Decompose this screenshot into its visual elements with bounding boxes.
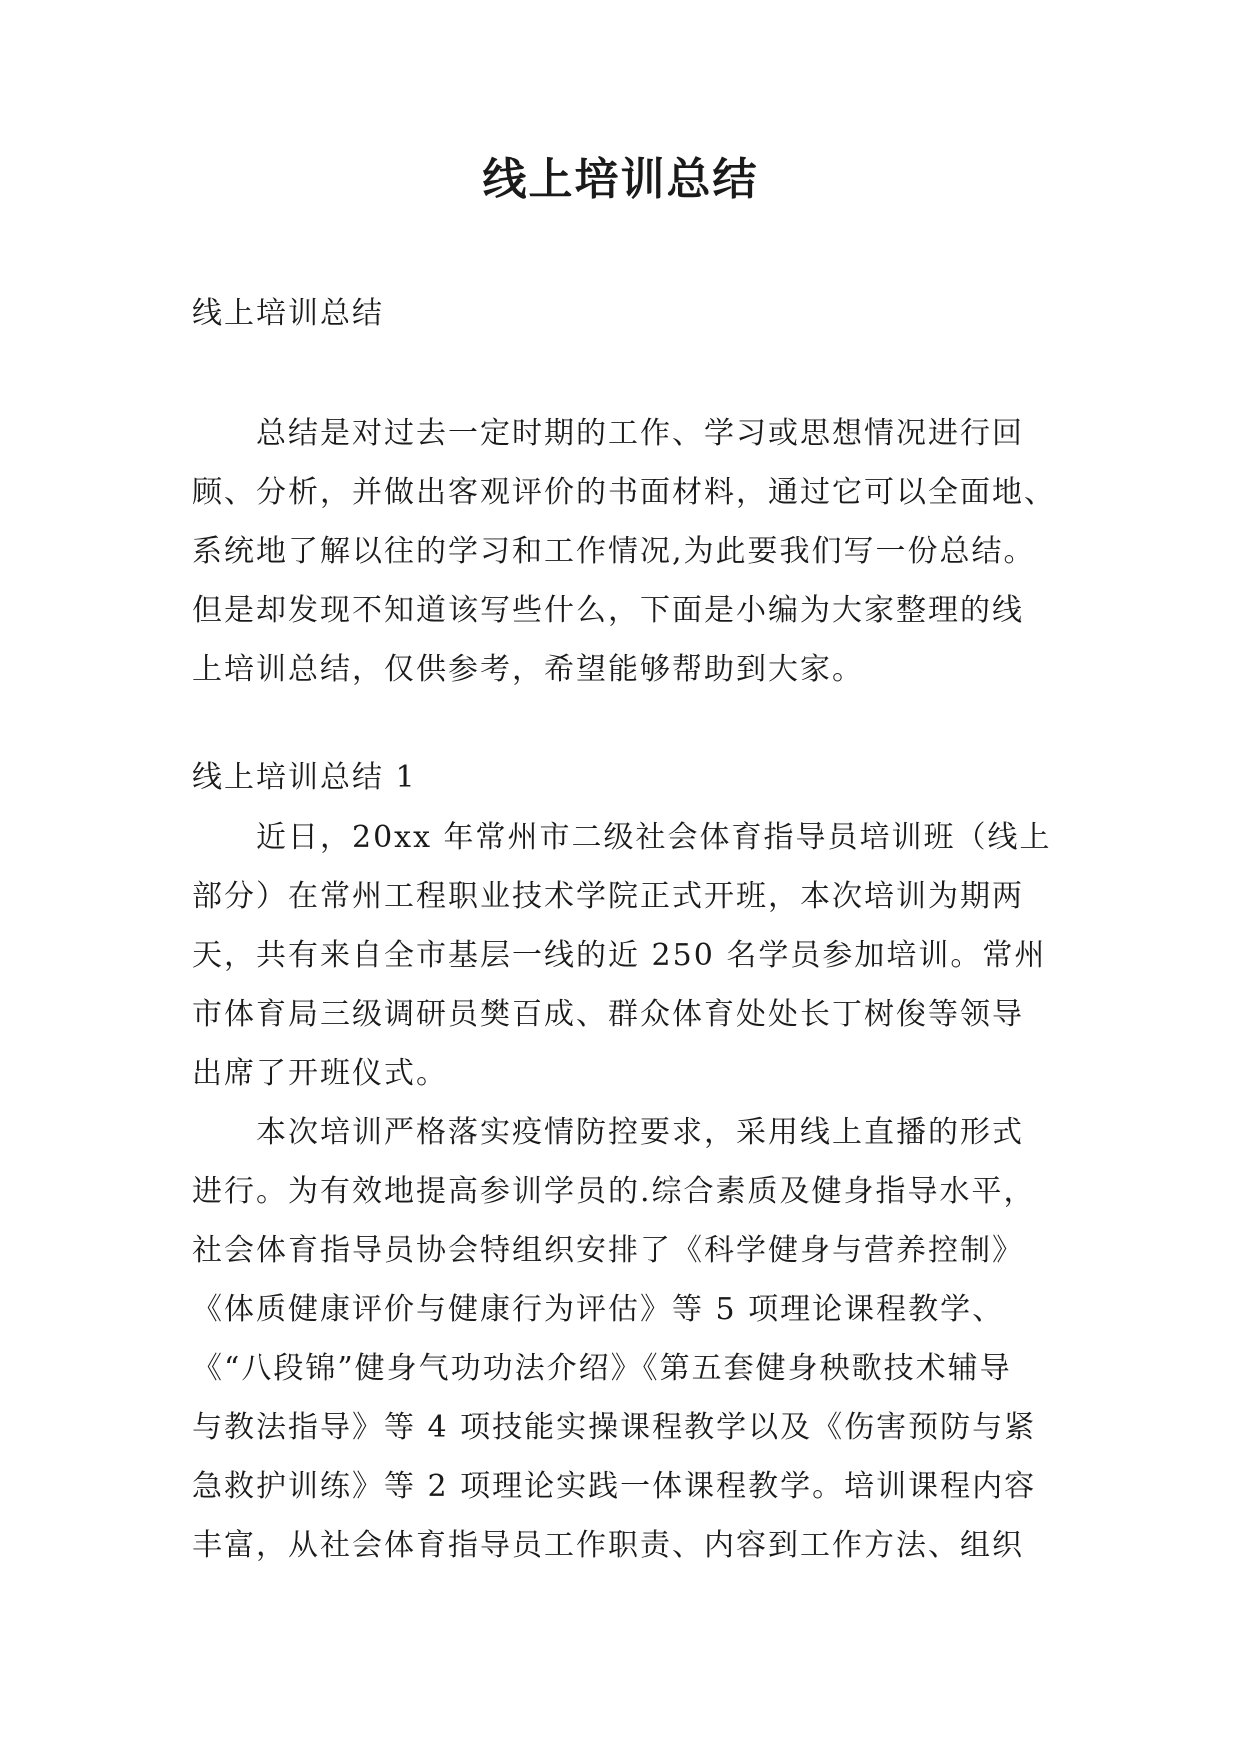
intro-paragraph	[192, 404, 1056, 699]
section-body	[192, 808, 1052, 1575]
paragraph-line: 进行。为有效地提高参训学员的.综合素质及健身指导水平，	[192, 1174, 1036, 1209]
paragraph-line: 出席了开班仪式。	[192, 1056, 448, 1091]
paragraph-line: 市体育局三级调研员樊百成、群众体育处处长丁树俊等领导	[192, 997, 1024, 1032]
paragraph-line: 天，共有来自全市基层一线的近 250 名学员参加培训。常州	[192, 938, 1047, 973]
paragraph-line: 上培训总结，仅供参考，希望能够帮助到大家。	[192, 652, 864, 687]
document-title: 线上培训总结	[482, 154, 759, 205]
paragraph-line: 《体质健康评价与健康行为评估》等 5 项理论课程教学、	[192, 1292, 1005, 1327]
document-subtitle: 线上培训总结	[192, 296, 384, 331]
paragraph-line: 本次培训严格落实疫情防控要求，采用线上直播的形式	[256, 1115, 1024, 1150]
paragraph-line: 近日，20xx 年常州市二级社会体育指导员培训班（线上	[256, 820, 1052, 855]
paragraph-line: 但是却发现不知道该写些什么，下面是小编为大家整理的线	[192, 593, 1024, 628]
paragraph-line: 总结是对过去一定时期的工作、学习或思想情况进行回	[256, 416, 1024, 451]
paragraph-line: 系统地了解以往的学习和工作情况,为此要我们写一份总结。	[192, 534, 1036, 569]
paragraph-line: 《“八段锦”健身气功功法介绍》《第五套健身秧歌技术辅导	[192, 1351, 1012, 1386]
paragraph-line: 顾、分析，并做出客观评价的书面材料，通过它可以全面地、	[192, 475, 1056, 510]
paragraph-line: 急救护训练》等 2 项理论实践一体课程教学。培训课程内容	[192, 1469, 1037, 1504]
paragraph-line: 丰富，从社会体育指导员工作职责、内容到工作方法、组织	[192, 1528, 1024, 1563]
paragraph-line: 社会体育指导员协会特组织安排了《科学健身与营养控制》	[192, 1233, 1024, 1268]
paragraph-line: 与教法指导》等 4 项技能实操课程教学以及《伤害预防与紧	[192, 1410, 1037, 1445]
paragraph-line: 部分）在常州工程职业技术学院正式开班，本次培训为期两	[192, 879, 1024, 914]
section-heading: 线上培训总结 1	[192, 760, 417, 795]
